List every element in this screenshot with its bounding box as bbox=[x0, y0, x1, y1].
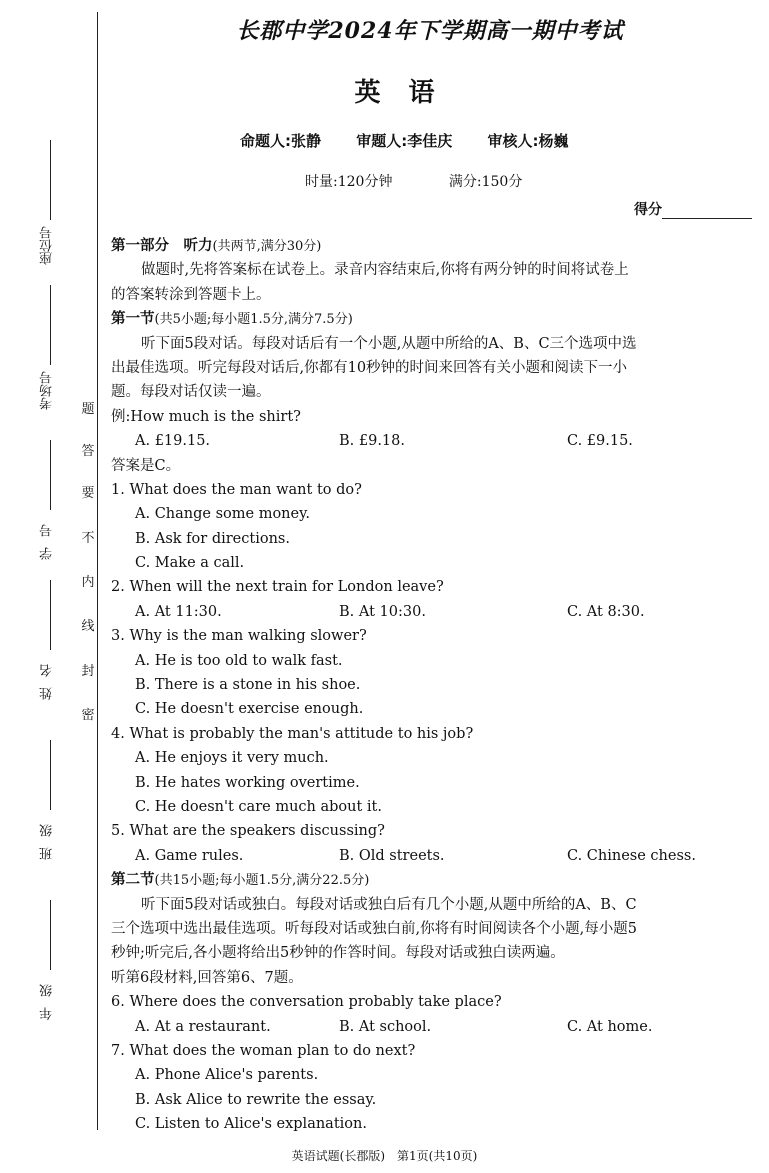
question-4: 4. What is probably the man's attitude to his job? bbox=[111, 725, 474, 742]
seat-field[interactable] bbox=[40, 140, 62, 270]
q6-option-b: B. At school. bbox=[339, 1018, 432, 1035]
q2-option-a: A. At 11:30. bbox=[135, 603, 222, 620]
student-id-label: 学号 bbox=[40, 514, 55, 560]
section1-intro-line: 听下面5段对话。每段对话后有一个小题,从题中所给的A、B、C三个选项中选 bbox=[141, 335, 637, 352]
q1-option-c: C. Make a call. bbox=[135, 555, 245, 572]
staff-line bbox=[240, 130, 598, 151]
checker: 审核人:杨巍 bbox=[487, 132, 569, 150]
section2-intro-line: 三个选项中选出最佳选项。听每段对话或独白前,你将有时间阅读各个小题,每小题5 bbox=[111, 920, 637, 937]
setter: 命题人:张静 bbox=[240, 132, 321, 150]
seat-blank[interactable] bbox=[50, 140, 51, 220]
seal-char: 要 bbox=[81, 486, 95, 501]
question-7: 7. What does the woman plan to do next? bbox=[111, 1042, 416, 1059]
exam-title: 长郡中学2024年下学期高一期中考试 bbox=[236, 18, 624, 44]
time-limit: 时量:120分钟 bbox=[305, 174, 393, 190]
q2-option-b: B. At 10:30. bbox=[339, 603, 426, 620]
exam-room-label: 考场号 bbox=[40, 371, 55, 411]
q1-option-a: A. Change some money. bbox=[135, 506, 310, 523]
exam-room-field[interactable] bbox=[40, 285, 62, 415]
q7-option-c: C. Listen to Alice's explanation. bbox=[135, 1116, 367, 1133]
q3-option-b: B. There is a stone in his shoe. bbox=[135, 677, 361, 694]
class-field[interactable] bbox=[40, 740, 62, 860]
q3-option-c: C. He doesn't exercise enough. bbox=[135, 701, 364, 718]
subject-title: 英 语 bbox=[354, 78, 436, 108]
score-blank[interactable] bbox=[662, 204, 752, 219]
seal-char: 线 bbox=[81, 619, 95, 634]
q5-option-c: C. Chinese chess. bbox=[567, 847, 696, 864]
binding-line bbox=[97, 12, 98, 1130]
q3-option-a: A. He is too old to walk fast. bbox=[135, 652, 343, 669]
grade-label: 年级 bbox=[40, 974, 55, 1020]
page-footer: 英语试题(长郡版) 第1页(共10页) bbox=[291, 1149, 478, 1163]
q7-option-a: A. Phone Alice's parents. bbox=[135, 1067, 319, 1084]
example-option-c: C. £9.15. bbox=[567, 433, 633, 450]
exam-room-blank[interactable] bbox=[50, 285, 51, 365]
q4-option-c: C. He doesn't care much about it. bbox=[135, 798, 382, 815]
q5-option-a: A. Game rules. bbox=[135, 847, 244, 864]
exam-content bbox=[111, 234, 756, 1136]
question-3: 3. Why is the man walking slower? bbox=[111, 628, 367, 645]
example-options bbox=[111, 429, 756, 453]
section1-intro-line: 题。每段对话仅读一遍。 bbox=[111, 384, 271, 401]
q5-options bbox=[111, 844, 756, 868]
grade-field[interactable] bbox=[40, 900, 62, 1020]
q1-option-b: B. Ask for directions. bbox=[135, 530, 290, 547]
q6-options bbox=[111, 1015, 756, 1039]
example-option-b: B. £9.18. bbox=[339, 433, 405, 450]
part1-heading-text: 第一部分 听力 bbox=[111, 238, 213, 254]
exam-meta bbox=[305, 171, 574, 191]
part1-heading-note: (共两节,满分30分) bbox=[212, 239, 322, 254]
seal-char: 密 bbox=[81, 708, 95, 723]
student-id-blank[interactable] bbox=[50, 440, 51, 510]
example-answer: 答案是C。 bbox=[111, 457, 181, 474]
q2-options bbox=[111, 600, 756, 624]
section1-heading-note: (共5小题;每小题1.5分,满分7.5分) bbox=[154, 312, 353, 328]
q4-option-a: A. He enjoys it very much. bbox=[135, 750, 329, 767]
section2-heading bbox=[111, 868, 756, 892]
section1-heading bbox=[111, 307, 756, 331]
example-question: 例:How much is the shirt? bbox=[111, 408, 301, 425]
question-6: 6. Where does the conversation probably take place? bbox=[111, 994, 502, 1011]
section2-intro-line: 听下面5段对话或独白。每段对话或独白后有几个小题,从题中所给的A、B、C bbox=[141, 896, 637, 913]
seal-char: 封 bbox=[81, 664, 95, 679]
seal-char: 题 bbox=[81, 402, 95, 417]
example-option-a: A. £19.15. bbox=[135, 433, 211, 450]
section2-heading-text: 第二节 bbox=[111, 872, 155, 889]
full-score: 满分:150分 bbox=[448, 174, 523, 190]
question-5: 5. What are the speakers discussing? bbox=[111, 823, 385, 840]
class-blank[interactable] bbox=[50, 740, 51, 810]
section2-heading-note: (共15小题;每小题1.5分,满分22.5分) bbox=[154, 873, 370, 889]
seal-char: 内 bbox=[81, 575, 95, 590]
question-1: 1. What does the man want to do? bbox=[111, 481, 362, 498]
grade-blank[interactable] bbox=[50, 900, 51, 970]
q7-option-b: B. Ask Alice to rewrite the essay. bbox=[135, 1091, 377, 1108]
material-instruction: 听第6段材料,回答第6、7题。 bbox=[111, 969, 303, 986]
part1-heading bbox=[111, 234, 756, 258]
q2-option-c: C. At 8:30. bbox=[567, 603, 645, 620]
section2-intro-line: 秒钟;听完后,各小题将给出5秒钟的作答时间。每段对话或独白读两遍。 bbox=[111, 945, 565, 962]
q4-option-b: B. He hates working overtime. bbox=[135, 774, 360, 791]
student-id-field[interactable] bbox=[40, 440, 62, 560]
seat-label: 座位号 bbox=[40, 226, 55, 266]
part1-intro-line: 的答案转涂到答题卡上。 bbox=[111, 286, 271, 303]
section1-heading-text: 第一节 bbox=[111, 311, 155, 328]
q6-option-c: C. At home. bbox=[567, 1018, 653, 1035]
section1-intro-line: 出最佳选项。听完每段对话后,你都有10秒钟的时间来回答有关小题和阅读下一小 bbox=[111, 359, 628, 376]
class-label: 班级 bbox=[40, 814, 55, 860]
seal-char: 不 bbox=[81, 531, 95, 546]
name-blank[interactable] bbox=[50, 580, 51, 650]
name-field[interactable] bbox=[40, 580, 62, 700]
name-label: 姓名 bbox=[40, 654, 55, 700]
score-label: 得分 bbox=[634, 202, 662, 218]
score-field[interactable] bbox=[634, 199, 752, 219]
q5-option-b: B. Old streets. bbox=[339, 847, 445, 864]
seal-char: 答 bbox=[81, 444, 95, 459]
q6-option-a: A. At a restaurant. bbox=[135, 1018, 271, 1035]
reviewer: 审题人:李佳庆 bbox=[356, 132, 453, 150]
question-2: 2. When will the next train for London leave? bbox=[111, 579, 444, 596]
part1-intro-line: 做题时,先将答案标在试卷上。录音内容结束后,你将有两分钟的时间将试卷上 bbox=[141, 262, 629, 279]
